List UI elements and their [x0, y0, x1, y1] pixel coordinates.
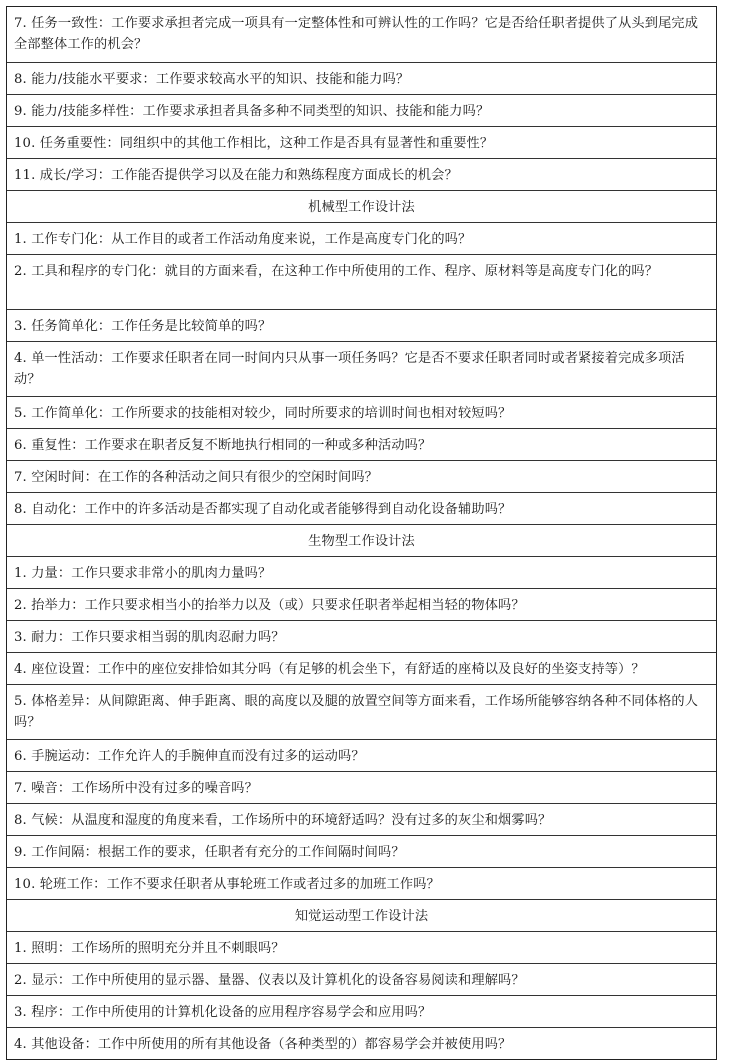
table-row: 2. 工具和程序的专门化：就目的方面来看，在这种工作中所使用的工作、程序、原材料等是高度专门化的吗？ — [7, 254, 716, 309]
table-row: 8. 能力/技能水平要求：工作要求较高水平的知识、技能和能力吗？ — [7, 62, 716, 94]
table-row: 2. 抬举力：工作只要求相当小的抬举力以及（或）只要求任职者举起相当轻的物体吗？ — [7, 588, 716, 620]
section-header: 机械型工作设计法 — [7, 190, 716, 222]
table-row: 6. 重复性：工作要求在职者反复不断地执行相同的一种或多种活动吗？ — [7, 428, 716, 460]
table-row: 4. 座位设置：工作中的座位安排恰如其分吗（有足够的机会坐下，有舒适的座椅以及良好的坐姿支持等）？ — [7, 652, 716, 684]
table-row: 3. 耐力：工作只要求相当弱的肌肉忍耐力吗？ — [7, 620, 716, 652]
table-row: 4. 其他设备：工作中所使用的所有其他设备（各种类型的）都容易学会并被使用吗？ — [7, 1027, 716, 1059]
table-row: 10. 轮班工作：工作不要求任职者从事轮班工作或者过多的加班工作吗？ — [7, 867, 716, 899]
table-row: 9. 工作间隔：根据工作的要求，任职者有充分的工作间隔时间吗？ — [7, 835, 716, 867]
table-row: 4. 单一性活动：工作要求任职者在同一时间内只从事一项任务吗？它是否不要求任职者同时或者紧接着完成多项活动？ — [7, 341, 716, 396]
table-row: 5. 体格差异：从间隙距离、伸手距离、眼的高度以及腿的放置空间等方面来看，工作场所能够容纳各种不同体格的人吗？ — [7, 684, 716, 739]
table-row: 7. 任务一致性：工作要求承担者完成一项具有一定整体性和可辨认性的工作吗？它是否给任职者提供了从头到尾完成全部整体工作的机会？ — [14, 16, 699, 52]
table-row: 8. 自动化：工作中的许多活动是否都实现了自动化或者能够得到自动化设备辅助吗？ — [7, 492, 716, 524]
table-row: 11. 成长/学习：工作能否提供学习以及在能力和熟练程度方面成长的机会？ — [7, 158, 716, 190]
table-row: 1. 照明：工作场所的照明充分并且不刺眼吗？ — [7, 931, 716, 963]
table-row: 8. 气候：从温度和湿度的角度来看，工作场所中的环境舒适吗？没有过多的灰尘和烟雾吗？ — [7, 803, 716, 835]
table-row: 2. 显示：工作中所使用的显示器、量器、仪表以及计算机化的设备容易阅读和理解吗？ — [7, 963, 716, 995]
table-row: 3. 程序：工作中所使用的计算机化设备的应用程序容易学会和应用吗？ — [7, 995, 716, 1027]
table-row: 1. 力量：工作只要求非常小的肌肉力量吗？ — [7, 556, 716, 588]
table-row: 5. 工作简单化：工作所要求的技能相对较少，同时所要求的培训时间也相对较短吗？ — [7, 396, 716, 428]
job-design-table — [6, 6, 717, 1060]
table-row: 3. 任务简单化：工作任务是比较简单的吗？ — [7, 309, 716, 341]
table-row: 7. 噪音：工作场所中没有过多的噪音吗？ — [7, 771, 716, 803]
table-row: 1. 工作专门化：从工作目的或者工作活动角度来说，工作是高度专门化的吗？ — [7, 222, 716, 254]
table-row: 9. 能力/技能多样性：工作要求承担者具备多种不同类型的知识、技能和能力吗？ — [7, 94, 716, 126]
table-row: 6. 手腕运动：工作允许人的手腕伸直而没有过多的运动吗？ — [7, 739, 716, 771]
section-header: 知觉运动型工作设计法 — [7, 899, 716, 931]
table-row: 7. 空闲时间：在工作的各种活动之间只有很少的空闲时间吗？ — [7, 460, 716, 492]
table-row: 10. 任务重要性：同组织中的其他工作相比，这种工作是否具有显著性和重要性？ — [7, 126, 716, 158]
section-header: 生物型工作设计法 — [7, 524, 716, 556]
